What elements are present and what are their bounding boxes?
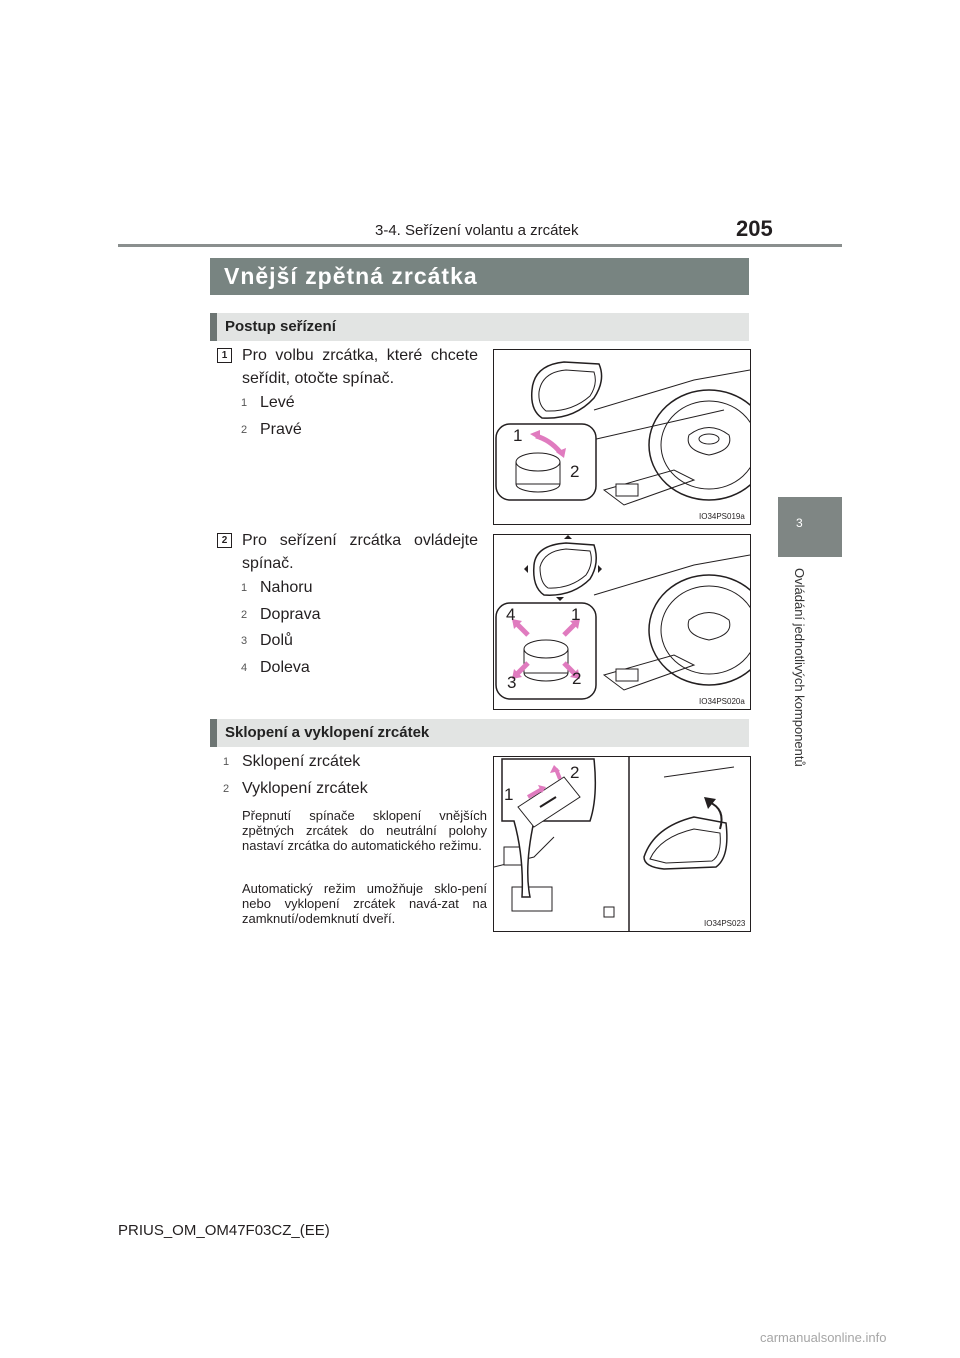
figure-callout: 2 <box>572 669 582 688</box>
step-marker: 2 <box>217 533 232 548</box>
watermark: carmanualsonline.info <box>760 1330 887 1345</box>
figure-id: IO34PS019a <box>699 512 745 521</box>
chapter-header: 3-4. Seřízení volantu a zrcátek <box>375 222 579 239</box>
mirror-fold-illustration <box>494 757 750 931</box>
item-number: 1 <box>240 397 248 409</box>
figure-callout: 2 <box>570 462 580 481</box>
item-number: 4 <box>240 662 248 674</box>
step-text: Pro seřízení zrcátka ovládejte spínač. <box>242 532 478 572</box>
item-number: 3 <box>240 635 248 647</box>
section-title: Vnější zpětná zrcátka <box>210 258 749 295</box>
figure-callout: 1 <box>571 605 581 624</box>
item-number: 2 <box>222 783 230 795</box>
item-number: 1 <box>240 582 248 594</box>
chapter-tab-number: 3 <box>796 516 803 530</box>
note-paragraph: Přepnutí spínače sklopení vnějších zpětných zrcátek do neutrální polohy nastaví zrcátka do automatického režimu. <box>242 808 487 853</box>
item-number: 1 <box>222 756 230 768</box>
figure-mirror-fold-switch <box>493 756 751 932</box>
chapter-tab <box>778 497 842 557</box>
mirror-adjust-illustration <box>494 535 750 709</box>
figure-id: IO34PS023 <box>704 919 746 928</box>
figure-callout: 4 <box>506 605 516 624</box>
subheading-adjustment: Postup seřízení <box>210 313 749 341</box>
subheading-bar <box>210 313 217 341</box>
figure-id: IO34PS020a <box>699 697 745 706</box>
item-number: 2 <box>240 424 248 436</box>
figure-callout: 2 <box>570 763 580 782</box>
step-marker: 1 <box>217 348 232 363</box>
item-label: Doprava <box>260 606 321 623</box>
item-label: Sklopení zrcátek <box>242 753 361 770</box>
figure-callout: 1 <box>504 785 514 804</box>
figure-mirror-select-switch <box>493 349 751 525</box>
figure-callout: 1 <box>513 426 523 445</box>
note-paragraph: Automatický režim umožňuje sklo-pení nebo vyklopení zrcátek navá-zat na zamknutí/odemknutí dveří. <box>242 881 487 926</box>
item-label: Levé <box>260 394 295 411</box>
chapter-side-label: Ovládání jednotlivých komponentů <box>792 568 807 767</box>
item-label: Doleva <box>260 659 310 676</box>
page-number: 205 <box>736 216 773 241</box>
header-divider <box>118 244 842 247</box>
step-text: Pro volbu zrcátka, které chcete seřídit, otočte spínač. <box>242 347 478 387</box>
figure-mirror-adjust-switch <box>493 534 751 710</box>
item-label: Vyklopení zrcátek <box>242 780 368 797</box>
mirror-select-illustration <box>494 350 750 524</box>
item-label: Pravé <box>260 421 302 438</box>
item-number: 2 <box>240 609 248 621</box>
item-label: Nahoru <box>260 579 313 596</box>
document-footer: PRIUS_OM_OM47F03CZ_(EE) <box>118 1222 330 1239</box>
figure-callout: 3 <box>507 673 517 692</box>
subheading-bar <box>210 719 217 747</box>
item-label: Dolů <box>260 632 293 649</box>
subheading-folding: Sklopení a vyklopení zrcátek <box>210 719 749 747</box>
